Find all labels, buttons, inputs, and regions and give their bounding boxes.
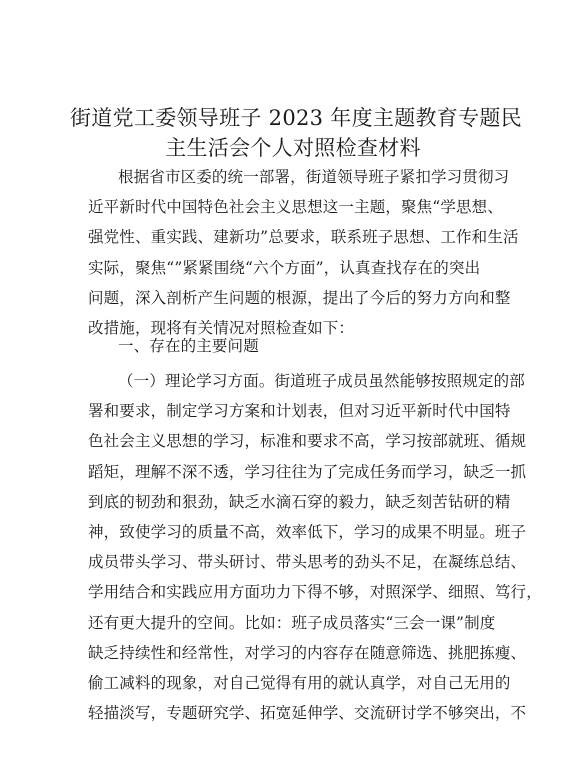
subsection-line: 色社会主义思想的学习，标准和要求不高，学习按部就班、循规 <box>88 432 527 451</box>
subsection-line: 还有更大提升的空间。比如：班子成员落实“三会一课”制度 <box>88 613 496 632</box>
intro-line: 近平新时代中国特色社会主义思想这一主题，聚焦“学思想、 <box>88 198 503 217</box>
intro-line: 强党性、重实践、建新功”总要求，联系班子思想、工作和生活 <box>88 228 519 247</box>
subsection-line: 蹈矩，理解不深不透，学习往往为了完成任务而学习，缺乏一抓 <box>88 462 527 481</box>
intro-line: 实际，聚焦“”紧紧围绕“六个方面”，认真查找存在的突出 <box>88 258 481 277</box>
intro-line: 问题，深入剖析产生问题的根源，提出了今后的努力方向和整 <box>88 288 511 307</box>
title-line-2: 主生活会个人对照检查材料 <box>165 136 421 160</box>
subsection-paragraph <box>88 366 542 728</box>
subsection-line: 偷工减料的现象，对自己觉得有用的就认真学，对自己无用的 <box>88 673 511 692</box>
section-heading-text: 一、存在的主要问题 <box>118 337 259 355</box>
subsection-line: 学用结合和实践应用方面功力下得不够，对照深学、细照、笃行， <box>88 583 542 602</box>
section-heading <box>88 331 506 361</box>
intro-line: 改措施，现将有关情况对照检查如下： <box>88 318 355 337</box>
title-line-1: 街道党工委领导班子 2023 年度主题教育专题民 <box>70 106 522 130</box>
subsection-line: 成员带头学习、带头研讨、带头思考的劲头不足，在凝练总结、 <box>88 553 527 572</box>
intro-paragraph <box>88 162 519 343</box>
subsection-line: 署和要求，制定学习方案和计划表，但对习近平新时代中国特 <box>88 402 511 421</box>
intro-line: 根据省市区委的统一部署，街道领导班子紧扣学习贯彻习 <box>118 168 510 186</box>
subsection-line: 神，致使学习的质量不高，效率低下，学习的成果不明显。班子 <box>88 522 527 541</box>
document-title <box>70 103 522 163</box>
subsection-line: 到底的韧劲和狠劲，缺乏水滴石穿的毅力，缺乏刻苦钻研的精 <box>88 492 511 511</box>
subsection-line: 缺乏持续性和经常性，对学习的内容存在随意筛选、挑肥拣瘦、 <box>88 643 527 662</box>
subsection-line: （一）理论学习方面。街道班子成员虽然能够按照规定的部 <box>118 372 525 390</box>
subsection-line: 轻描淡写，专题研究学、拓宽延伸学、交流研讨学不够突出，不 <box>88 704 527 723</box>
